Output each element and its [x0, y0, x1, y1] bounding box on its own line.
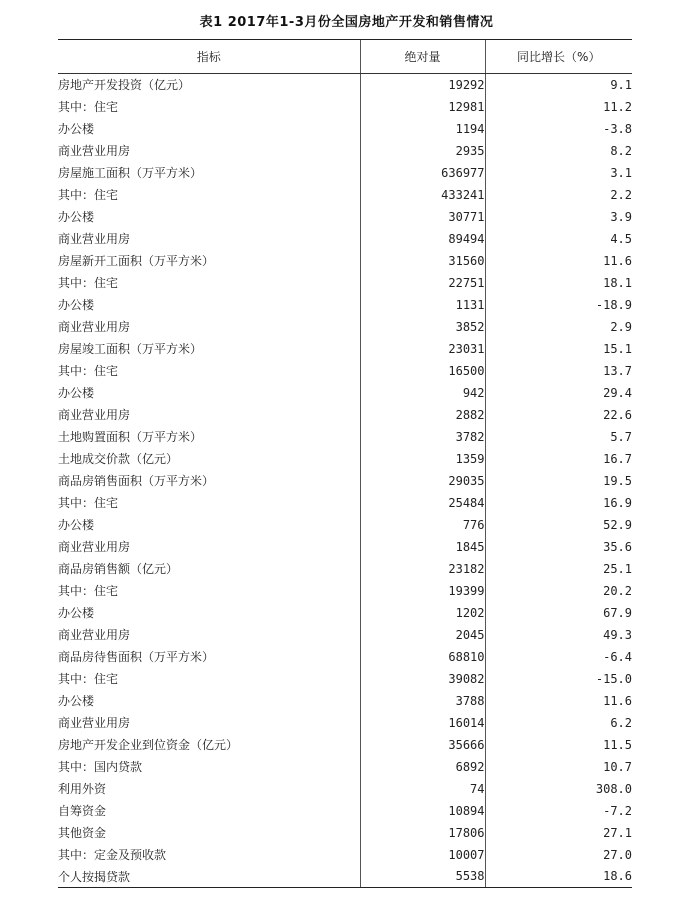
row-yoy-growth: -7.2 [485, 800, 632, 822]
row-yoy-growth: -3.8 [485, 118, 632, 140]
row-absolute-value: 3788 [360, 690, 485, 712]
row-indicator-label: 其他资金 [58, 826, 107, 840]
table-body [58, 74, 632, 888]
table-row [58, 580, 632, 602]
page-title: 表1 2017年1-3月份全国房地产开发和销售情况 [199, 15, 494, 30]
row-indicator-label: 房屋新开工面积（万平方米） [58, 254, 215, 268]
row-absolute-value: 30771 [360, 206, 485, 228]
row-absolute-value: 22751 [360, 272, 485, 294]
row-absolute-value: 31560 [360, 250, 485, 272]
row-absolute-value: 433241 [360, 184, 485, 206]
row-yoy-growth: 52.9 [485, 514, 632, 536]
row-indicator-label: 利用外资 [58, 782, 107, 796]
row-absolute-value: 29035 [360, 470, 485, 492]
table-row [58, 668, 632, 690]
row-yoy-growth: 4.5 [485, 228, 632, 250]
row-indicator-label: 个人按揭贷款 [58, 866, 360, 888]
row-yoy-growth: -18.9 [485, 294, 632, 316]
table-row [58, 426, 632, 448]
row-indicator-label: 其中：定金及预收款 [58, 848, 167, 862]
row-yoy-growth: 11.2 [485, 96, 632, 118]
row-indicator-label: 商品房待售面积（万平方米） [58, 650, 215, 664]
row-indicator-label: 商业营业用房 [58, 716, 131, 730]
row-indicator-label: 办公楼 [58, 386, 95, 400]
row-absolute-value: 1202 [360, 602, 485, 624]
row-absolute-value: 3782 [360, 426, 485, 448]
row-yoy-growth: 308.0 [485, 778, 632, 800]
row-absolute-value: 3852 [360, 316, 485, 338]
row-indicator-label: 土地成交价款（亿元） [58, 452, 179, 466]
row-indicator-label: 其中：住宅 [58, 496, 119, 510]
row-yoy-growth: 11.5 [485, 734, 632, 756]
table-row [58, 294, 632, 316]
row-yoy-growth: 8.2 [485, 140, 632, 162]
row-yoy-growth: 3.9 [485, 206, 632, 228]
row-absolute-value: 1194 [360, 118, 485, 140]
row-yoy-growth: -6.4 [485, 646, 632, 668]
statistics-table [58, 39, 632, 888]
row-yoy-growth: 18.6 [485, 866, 632, 888]
row-indicator-label: 其中：国内贷款 [58, 760, 143, 774]
row-yoy-growth: 5.7 [485, 426, 632, 448]
row-yoy-growth: 9.1 [485, 74, 632, 96]
row-yoy-growth: 20.2 [485, 580, 632, 602]
table-row [58, 756, 632, 778]
table-row [58, 184, 632, 206]
row-absolute-value: 1359 [360, 448, 485, 470]
row-absolute-value: 2935 [360, 140, 485, 162]
table-row [58, 624, 632, 646]
row-indicator-label: 商业营业用房 [58, 320, 131, 334]
row-indicator-label: 商品房销售额（亿元） [58, 562, 179, 576]
table-row [58, 140, 632, 162]
row-yoy-growth: 18.1 [485, 272, 632, 294]
row-absolute-value: 35666 [360, 734, 485, 756]
row-absolute-value: 6892 [360, 756, 485, 778]
row-absolute-value: 19399 [360, 580, 485, 602]
row-indicator-label: 商业营业用房 [58, 232, 131, 246]
row-absolute-value: 74 [360, 778, 485, 800]
row-indicator-label: 房屋竣工面积（万平方米） [58, 342, 203, 356]
table-row [58, 448, 632, 470]
row-yoy-growth: 3.1 [485, 162, 632, 184]
table-row [58, 162, 632, 184]
row-indicator-label: 房屋施工面积（万平方米） [58, 166, 203, 180]
row-yoy-growth: 67.9 [485, 602, 632, 624]
table-row [58, 514, 632, 536]
table-row [58, 404, 632, 426]
row-indicator-label: 办公楼 [58, 298, 95, 312]
row-absolute-value: 10007 [360, 844, 485, 866]
row-indicator-label: 办公楼 [58, 210, 95, 224]
row-yoy-growth: 6.2 [485, 712, 632, 734]
row-yoy-growth: 11.6 [485, 690, 632, 712]
row-absolute-value: 10894 [360, 800, 485, 822]
row-yoy-growth: 22.6 [485, 404, 632, 426]
row-yoy-growth: 27.0 [485, 844, 632, 866]
row-indicator-label: 商业营业用房 [58, 408, 131, 422]
row-absolute-value: 776 [360, 514, 485, 536]
row-absolute-value: 2882 [360, 404, 485, 426]
header-absolute: 绝对量 [360, 40, 485, 74]
row-indicator-label: 其中：住宅 [58, 672, 119, 686]
row-yoy-growth: 29.4 [485, 382, 632, 404]
row-indicator-label: 办公楼 [58, 518, 95, 532]
row-indicator-label: 其中：住宅 [58, 276, 119, 290]
row-absolute-value: 39082 [360, 668, 485, 690]
row-yoy-growth: 25.1 [485, 558, 632, 580]
row-yoy-growth: 10.7 [485, 756, 632, 778]
row-yoy-growth: 16.7 [485, 448, 632, 470]
row-yoy-growth: 49.3 [485, 624, 632, 646]
table-row [58, 382, 632, 404]
row-absolute-value: 16500 [360, 360, 485, 382]
row-indicator-label: 商业营业用房 [58, 540, 131, 554]
table-row [58, 316, 632, 338]
row-absolute-value: 17806 [360, 822, 485, 844]
table-row [58, 492, 632, 514]
row-absolute-value: 68810 [360, 646, 485, 668]
row-indicator-label: 商业营业用房 [58, 144, 131, 158]
row-indicator-label: 商业营业用房 [58, 628, 131, 642]
table-row [58, 360, 632, 382]
table-row [58, 74, 632, 96]
row-yoy-growth: 35.6 [485, 536, 632, 558]
row-absolute-value: 1845 [360, 536, 485, 558]
row-yoy-growth: -15.0 [485, 668, 632, 690]
row-yoy-growth: 2.2 [485, 184, 632, 206]
header-indicator: 指标 [58, 40, 360, 74]
header-yoy: 同比增长（%） [485, 40, 632, 74]
row-absolute-value: 12981 [360, 96, 485, 118]
table-row [58, 206, 632, 228]
row-absolute-value: 5538 [360, 866, 485, 888]
table-row [58, 866, 632, 888]
table-row [58, 602, 632, 624]
row-absolute-value: 25484 [360, 492, 485, 514]
table-row [58, 228, 632, 250]
table-row [58, 272, 632, 294]
row-absolute-value: 23031 [360, 338, 485, 360]
row-indicator-label: 其中：住宅 [58, 584, 119, 598]
table-row [58, 338, 632, 360]
table-row [58, 536, 632, 558]
table-row [58, 646, 632, 668]
row-indicator-label: 办公楼 [58, 694, 95, 708]
row-yoy-growth: 11.6 [485, 250, 632, 272]
row-indicator-label: 办公楼 [58, 122, 95, 136]
row-yoy-growth: 2.9 [485, 316, 632, 338]
row-indicator-label: 办公楼 [58, 606, 95, 620]
row-absolute-value: 2045 [360, 624, 485, 646]
table-row [58, 250, 632, 272]
table-row [58, 734, 632, 756]
table-row [58, 800, 632, 822]
row-absolute-value: 16014 [360, 712, 485, 734]
row-yoy-growth: 27.1 [485, 822, 632, 844]
table-row [58, 844, 632, 866]
table-header-row [58, 40, 632, 74]
row-indicator-label: 其中：住宅 [58, 188, 119, 202]
row-absolute-value: 1131 [360, 294, 485, 316]
table-row [58, 712, 632, 734]
row-indicator-label: 其中：住宅 [58, 100, 119, 114]
row-indicator-label: 房地产开发企业到位资金（亿元） [58, 738, 239, 752]
row-yoy-growth: 15.1 [485, 338, 632, 360]
table-row [58, 822, 632, 844]
row-indicator-label: 其中：住宅 [58, 364, 119, 378]
row-absolute-value: 23182 [360, 558, 485, 580]
row-yoy-growth: 19.5 [485, 470, 632, 492]
row-yoy-growth: 16.9 [485, 492, 632, 514]
table-row [58, 470, 632, 492]
table-row [58, 778, 632, 800]
table-row [58, 96, 632, 118]
row-indicator-label: 房地产开发投资（亿元） [58, 78, 191, 93]
row-absolute-value: 19292 [360, 74, 485, 96]
row-yoy-growth: 13.7 [485, 360, 632, 382]
table-row [58, 558, 632, 580]
row-absolute-value: 636977 [360, 162, 485, 184]
row-indicator-label: 商品房销售面积（万平方米） [58, 474, 215, 488]
row-indicator-label: 自筹资金 [58, 804, 107, 818]
row-absolute-value: 89494 [360, 228, 485, 250]
row-absolute-value: 942 [360, 382, 485, 404]
row-indicator-label: 土地购置面积（万平方米） [58, 430, 203, 444]
table-row [58, 118, 632, 140]
table-row [58, 690, 632, 712]
